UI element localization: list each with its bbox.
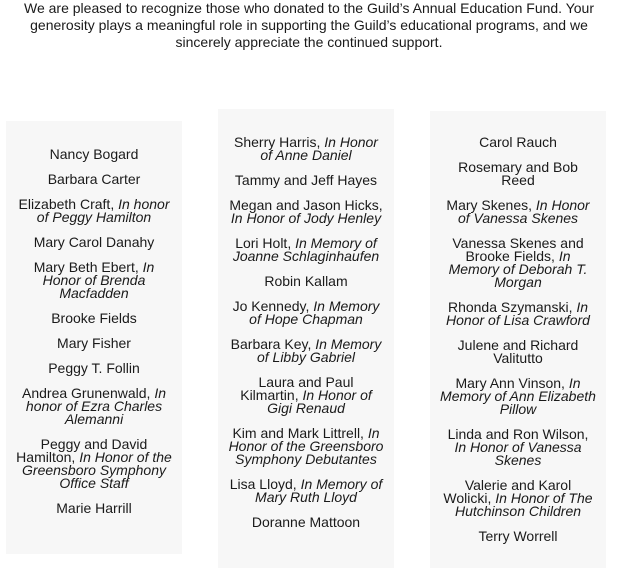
donor-dedication: In Honor of Gigi Renaud <box>267 387 372 416</box>
donor-name: Mary Ann Vinson, <box>455 375 565 391</box>
donor-entry <box>430 377 606 416</box>
donor-dedication: In honor of Peggy Hamilton <box>36 196 170 225</box>
donor-name: Jo Kennedy, <box>232 298 310 314</box>
donor-dedication: In Honor of the Greensboro Symphony Office Staff <box>22 449 172 491</box>
donor-entry <box>218 174 394 187</box>
donor-dedication: In Memory of Joanne Schlaginhaufen <box>232 235 380 264</box>
donor-name: Rosemary and Bob Reed <box>458 159 578 188</box>
donor-name: Megan and Jason Hicks, <box>229 197 383 213</box>
donor-name: Mary Beth Ebert, <box>33 259 139 275</box>
donor-dedication: In Honor of Anne Daniel <box>260 134 378 163</box>
donor-name: Marie Harrill <box>56 500 132 516</box>
donor-name: Peggy and David Hamilton, <box>16 436 148 465</box>
donor-name: Mary Skenes, <box>446 197 532 213</box>
donor-dedication: In Honor of Vanessa Skenes <box>454 439 582 468</box>
donor-column-1 <box>6 121 182 554</box>
donor-dedication: In honor of Ezra Charles Alemanni <box>25 385 166 427</box>
donor-name: Robin Kallam <box>264 273 348 289</box>
donor-name: Valerie and Karol Wolicki, <box>443 477 572 506</box>
donor-entry <box>218 427 394 466</box>
donor-entry <box>6 312 182 325</box>
donor-entry <box>6 173 182 186</box>
donor-name: Sherry Harris, <box>234 134 321 150</box>
donor-name: Nancy Bogard <box>49 146 139 162</box>
donor-dedication: In Honor of Vanessa Skenes <box>457 197 590 226</box>
donor-name: Mary Carol Danahy <box>33 234 155 250</box>
donor-name: Laura and Paul Kilmartin, <box>240 374 354 403</box>
donor-entry <box>6 261 182 300</box>
donor-name: Andrea Grunenwald, <box>22 385 151 401</box>
donor-name: Linda and Ron Wilson, <box>447 426 589 442</box>
donor-entry <box>6 362 182 375</box>
donor-entry <box>430 199 606 225</box>
donor-entry <box>6 148 182 161</box>
donor-entry <box>430 301 606 327</box>
donor-entry <box>430 136 606 149</box>
donor-dedication: In Memory of Libby Gabriel <box>256 336 382 365</box>
donor-name: Barbara Carter <box>47 171 141 187</box>
donor-entry <box>6 198 182 224</box>
donor-name: Lisa Lloyd, <box>229 476 297 492</box>
donor-name: Peggy T. Follin <box>48 360 140 376</box>
donor-entry <box>218 136 394 162</box>
donor-entry <box>430 237 606 289</box>
donor-entry <box>218 275 394 288</box>
donor-entry <box>430 530 606 543</box>
donor-dedication: In Memory of Hope Chapman <box>249 298 380 327</box>
donor-entry <box>218 478 394 504</box>
donor-name: Doranne Mattoon <box>251 514 361 530</box>
donor-entry <box>430 161 606 187</box>
donor-column-2 <box>218 109 394 568</box>
donor-name: Julene and Richard Valitutto <box>457 337 579 366</box>
donor-name: Rhonda Szymanski, <box>447 299 573 315</box>
donor-name: Elizabeth Craft, <box>18 196 115 212</box>
donor-entry <box>430 428 606 467</box>
donor-name: Brooke Fields <box>51 310 137 326</box>
donor-dedication: In Honor of The Hutchinson Children <box>454 490 593 519</box>
donor-dedication: In Memory of Ann Elizabeth Pillow <box>440 375 596 417</box>
donor-entry <box>6 502 182 515</box>
intro-text: We are pleased to recognize those who donated to the Guild’s Annual Education Fund. Your generosity plays a meaningful role in supporting the Guild’s educational programs, and we sincerely appreciate the continued support. <box>24 0 594 50</box>
donor-entry <box>218 237 394 263</box>
donor-name: Carol Rauch <box>479 134 557 150</box>
donor-name: Kim and Mark Littrell, <box>232 425 364 441</box>
donor-dedication: In Honor of Lisa Crawford <box>446 299 590 328</box>
donor-entry <box>430 479 606 518</box>
donor-entry <box>6 236 182 249</box>
donor-entry <box>218 516 394 529</box>
donor-name: Vanessa Skenes and Brooke Fields, <box>452 235 584 264</box>
donor-entry <box>218 199 394 225</box>
donor-dedication: In Memory of Mary Ruth Lloyd <box>255 476 383 505</box>
donor-name: Mary Fisher <box>57 335 131 351</box>
donor-name: Barbara Key, <box>230 336 312 352</box>
donor-dedication: In Honor of Jody Henley <box>230 210 382 226</box>
donor-entry <box>218 300 394 326</box>
donor-name: Tammy and Jeff Hayes <box>234 172 378 188</box>
donor-column-3 <box>430 111 606 568</box>
donor-entry <box>6 337 182 350</box>
donor-dedication: In Memory of Deborah T. Morgan <box>448 248 588 290</box>
donor-entry <box>218 338 394 364</box>
donor-name: Lori Holt, <box>235 235 292 251</box>
donor-entry <box>218 376 394 415</box>
donor-entry <box>6 387 182 426</box>
donor-dedication: In Honor of Brenda Macfadden <box>42 259 155 301</box>
donor-dedication: In Honor of the Greensboro Symphony Debutantes <box>228 425 384 467</box>
donor-name: Terry Worrell <box>478 528 558 544</box>
donor-entry <box>430 339 606 365</box>
donor-entry <box>6 438 182 490</box>
